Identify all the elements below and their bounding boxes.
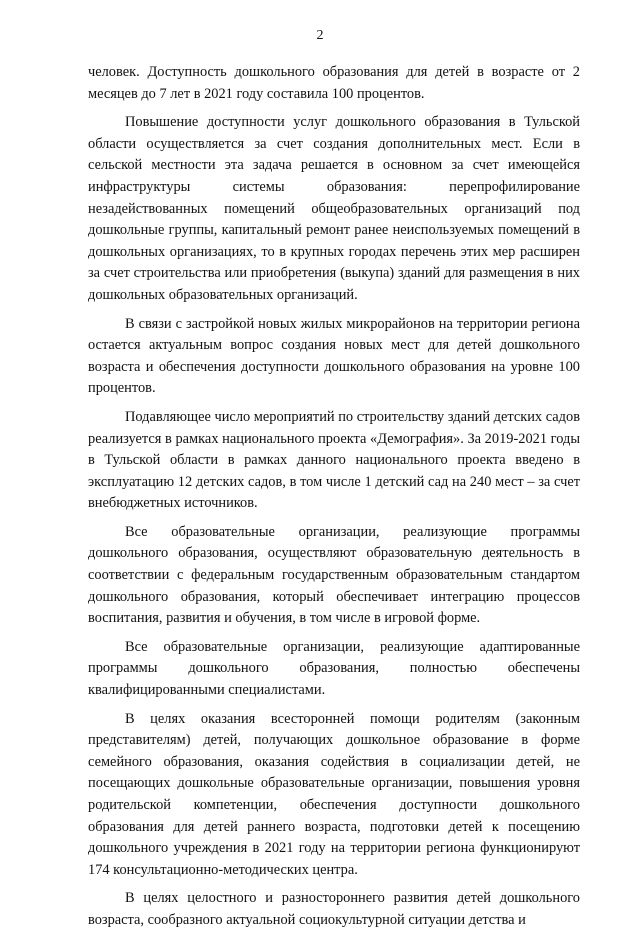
paragraph: Все образовательные организации, реализующие адаптированные программы дошкольного образования, полностью обеспечены квалифицированными специалистами. bbox=[88, 638, 580, 699]
paragraph: Подавляющее число мероприятий по строительству зданий детских садов реализуется в рамках национального проекта «Демография». За 2019-2021 годы в Тульской области в рамках данного национального проекта введено в эксплуатацию 12 детских садов, в том числе 1 детский сад на 240 мест – за счет внебюджетных источников. bbox=[88, 408, 580, 512]
paragraph: В связи с застройкой новых жилых микрорайонов на территории региона остается актуальным вопрос создания новых мест для детей дошкольного возраста и обеспечения доступности дошкольного образования на уровне 100 процентов. bbox=[88, 315, 580, 397]
page-number: 2 bbox=[316, 28, 324, 43]
body-text bbox=[88, 62, 580, 939]
paragraph: В целях оказания всесторонней помощи родителям (законным представителям) детей, получающих дошкольное образование в форме семейного образования, оказания содействия в социализации детей, не посещающих дошкольные образовательные организации, повышения уровня родительской компетенции, обеспечения доступности дошкольного образования для детей раннего возраста, подготовки детей к посещению дошкольного учреждения в 2021 году на территории региона функционируют 174 консультационно-методических центра. bbox=[88, 710, 580, 878]
paragraph: В целях целостного и разностороннего развития детей дошкольного возраста, сообразного актуальной социокультурной ситуации детства и bbox=[88, 890, 580, 928]
paragraph: человек. Доступность дошкольного образования для детей в возрасте от 2 месяцев до 7 лет в 2021 году составила 100 процентов. bbox=[88, 64, 580, 102]
paragraph: Повышение доступности услуг дошкольного образования в Тульской области осуществляется за счет создания дополнительных мест. Если в сельской местности эта задача решается в основном за счет имеющейся инфраструктуры системы образования: перепрофилирование незадействованных помещений общеобразовательных организаций под дошкольные группы, капитальный ремонт ранее неиспользуемых помещений в дошкольных организациях, то в крупных городах перечень этих мер расширен за счет строительства или приобретения (выкупа) зданий для размещения в них дошкольных образовательных организаций. bbox=[88, 114, 580, 303]
paragraph: Все образовательные организации, реализующие программы дошкольного образования, осуществляют образовательную деятельность в соответствии с федеральным государственным образовательным стандартом дошкольного образования, который обеспечивает интеграцию процессов воспитания, развития и обучения, в том числе в игровой форме. bbox=[88, 523, 580, 627]
